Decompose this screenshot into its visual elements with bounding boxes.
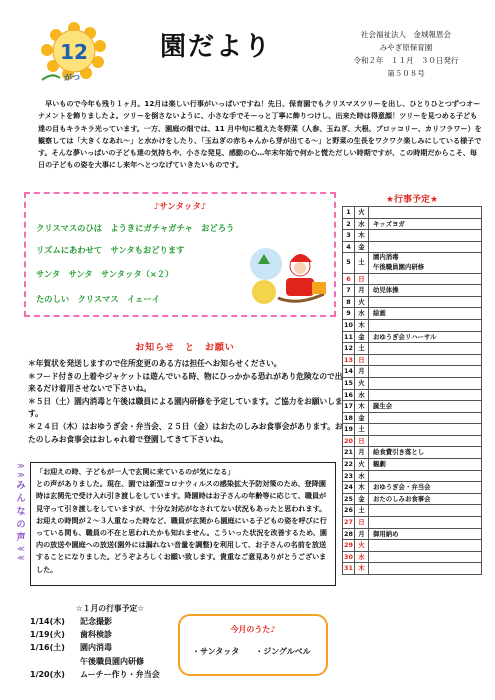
schedule-weekday: 木 xyxy=(355,563,369,575)
song-lyrics-box xyxy=(24,192,336,317)
schedule-weekday: 日 xyxy=(355,517,369,529)
schedule-day: 4 xyxy=(343,241,355,253)
schedule-weekday: 月 xyxy=(355,285,369,297)
schedule-day: 22 xyxy=(343,459,355,471)
schedule-event xyxy=(369,435,482,447)
schedule-row xyxy=(343,459,482,471)
song-of-month-box xyxy=(178,614,328,676)
schedule-event xyxy=(369,505,482,517)
schedule-row xyxy=(343,285,482,297)
schedule-event xyxy=(369,343,482,355)
zigzag-decoration: ≪ xyxy=(17,554,25,562)
schedule-event xyxy=(369,551,482,563)
schedule-event xyxy=(369,241,482,253)
notice-item: ＊５日（土）園内消毒と午後は職員による園内研修を予定しています。ご協力をお願いします。 xyxy=(28,396,343,419)
plan-event: 午後職員園内研修 xyxy=(80,656,144,666)
schedule-event xyxy=(369,230,482,242)
schedule-weekday: 火 xyxy=(355,540,369,552)
schedule-row xyxy=(343,424,482,436)
schedule-event: 誕生会 xyxy=(369,401,482,413)
voice-label-char: の xyxy=(16,520,26,530)
schedule-day: 11 xyxy=(343,331,355,343)
schedule-weekday: 木 xyxy=(355,230,369,242)
schedule-day: 12 xyxy=(343,343,355,355)
schedule-day: 16 xyxy=(343,389,355,401)
schedule-event xyxy=(369,366,482,378)
schedule-day: 19 xyxy=(343,424,355,436)
logo-month-number: 12 xyxy=(60,40,88,64)
voice-heading: 「お迎えの時、子どもが一人で玄関に来ているのが気になる」 xyxy=(36,467,235,476)
schedule-day: 15 xyxy=(343,377,355,389)
voice-vertical-label xyxy=(14,462,28,586)
schedule-row xyxy=(343,505,482,517)
schedule-weekday: 土 xyxy=(355,343,369,355)
schedule-day: 10 xyxy=(343,319,355,331)
schedule-weekday: 金 xyxy=(355,241,369,253)
intro-paragraph: 早いもので今年も残り１ヶ月。12月は楽しい行事がいっぱいですね！先日、保育園でもクリスマスツリーを出し、ひとりひとつずつオーナメントを飾りましたよ。ツリーを倒さないように、小さな手でそーっと丁寧に飾りつけし、出来た時は得意顔！ツリーを見つめる子ども達の目もキラキラ光っています。一方、園庭の畑では、11 月中旬に植えた冬野菜（人参、玉ねぎ、大根、ブロッコリー、カリフラワー）を観察しては「大きくなあれ～」と水かけをしたり、「玉ねぎの赤ちゃんから芽が出てる～」と野菜の生長をワクワク楽しみにしている様子です。そんな夢いっぱいの子ども達の気持ちや、小さな発見、感動の心…年末年始で何かと慌ただしい時期ですが、この時期だからこそ、毎日の子どもの姿を大事にし来年へとつなげていきたいものです。 xyxy=(38,99,482,170)
schedule-event: 観劇 xyxy=(369,459,482,471)
schedule-day: 30 xyxy=(343,551,355,563)
schedule-weekday: 日 xyxy=(355,354,369,366)
schedule-row xyxy=(343,207,482,219)
plan-date: 1/20(水) xyxy=(30,669,65,679)
december-schedule-table xyxy=(342,206,482,575)
schedule-day: 20 xyxy=(343,435,355,447)
schedule-weekday: 金 xyxy=(355,493,369,505)
schedule-row xyxy=(343,412,482,424)
voice-label-char: ん xyxy=(16,494,26,504)
schedule-row xyxy=(343,366,482,378)
schedule-row xyxy=(343,377,482,389)
schedule-event xyxy=(369,470,482,482)
schedule-row xyxy=(343,493,482,505)
schedule-weekday: 金 xyxy=(355,412,369,424)
schedule-row xyxy=(343,331,482,343)
schedule-event: おゆうぎ会リハーサル xyxy=(369,331,482,343)
song-of-month-list: ・サンタッタ ・ジングルベル xyxy=(192,647,311,656)
schedule-event: おたのしみお食事会 xyxy=(369,493,482,505)
org-corp: 社会福祉法人 金城報恩会 xyxy=(361,30,451,39)
schedule-weekday: 水 xyxy=(355,551,369,563)
schedule-day: 8 xyxy=(343,296,355,308)
notice-section xyxy=(24,340,346,458)
schedule-row xyxy=(343,218,482,230)
schedule-weekday: 月 xyxy=(355,366,369,378)
schedule-weekday: 土 xyxy=(355,253,369,273)
schedule-row xyxy=(343,253,482,273)
schedule-weekday: 水 xyxy=(355,470,369,482)
schedule-row xyxy=(343,517,482,529)
january-plan xyxy=(30,603,190,682)
notice-item: ＊フード付きの上着やジャケットは遊んでいる時、物にひっかかる恐れがあり危険なので出来るだけ着用させないで下さいね。 xyxy=(28,371,343,394)
schedule-row xyxy=(343,296,482,308)
notice-title: お知らせ と お願い xyxy=(135,343,235,353)
schedule-event: 絵画 xyxy=(369,308,482,320)
schedule-event xyxy=(369,517,482,529)
voice-label-char: 声 xyxy=(16,533,26,543)
zigzag-decoration: ≪ xyxy=(17,545,25,553)
schedule-row xyxy=(343,540,482,552)
schedule-row xyxy=(343,401,482,413)
publisher-info xyxy=(331,28,481,80)
schedule-day: 26 xyxy=(343,505,355,517)
lyric-line: サンタ サンタ サンタッタ（×２） xyxy=(36,269,174,279)
voice-box xyxy=(30,462,336,586)
song-title: ♪サンタッタ♪ xyxy=(153,202,207,212)
schedule-event: 幼児体操 xyxy=(369,285,482,297)
schedule-weekday: 火 xyxy=(355,296,369,308)
schedule-weekday: 金 xyxy=(355,331,369,343)
schedule-weekday: 月 xyxy=(355,447,369,459)
schedule-weekday: 木 xyxy=(355,482,369,494)
schedule-weekday: 水 xyxy=(355,218,369,230)
schedule-day: 24 xyxy=(343,482,355,494)
schedule-row xyxy=(343,273,482,285)
schedule-weekday: 月 xyxy=(355,528,369,540)
schedule-day: 25 xyxy=(343,493,355,505)
schedule-day: 28 xyxy=(343,528,355,540)
schedule-day: 9 xyxy=(343,308,355,320)
schedule-row xyxy=(343,435,482,447)
schedule-row xyxy=(343,308,482,320)
schedule-event xyxy=(369,354,482,366)
plan-event: ムーチー作り・弁当会 xyxy=(80,669,160,679)
schedule-event: 御用納め xyxy=(369,528,482,540)
schedule-day: 18 xyxy=(343,412,355,424)
plan-date: 1/14(木) xyxy=(30,617,65,626)
plan-date: 1/19(火) xyxy=(30,630,65,640)
schedule-row xyxy=(343,343,482,355)
schedule-event xyxy=(369,207,482,219)
january-plan-row xyxy=(30,616,190,629)
voice-label-char: み xyxy=(16,481,26,491)
plan-event: 歯科検診 xyxy=(80,630,112,640)
schedule-event: 園内消毒 午後職員園内研修 xyxy=(369,253,482,273)
schedule-weekday: 水 xyxy=(355,308,369,320)
schedule-row xyxy=(343,482,482,494)
lyric-line: リズムにあわせて サンタもおどります xyxy=(36,245,185,255)
issue-date: 令和２年 １１月 ３０日発行 xyxy=(353,56,459,65)
schedule-event xyxy=(369,412,482,424)
schedule-event xyxy=(369,377,482,389)
schedule-day: 23 xyxy=(343,470,355,482)
schedule-event xyxy=(369,540,482,552)
org-school: みやぎ原保育園 xyxy=(379,43,433,52)
schedule-weekday: 日 xyxy=(355,273,369,285)
schedule-weekday: 日 xyxy=(355,435,369,447)
schedule-weekday: 土 xyxy=(355,505,369,517)
notice-list xyxy=(28,358,346,446)
plan-event: 記念撮影 xyxy=(80,617,112,626)
schedule-row xyxy=(343,241,482,253)
voice-label-char: な xyxy=(16,507,26,517)
january-plan-title: ☆１月の行事予定☆ xyxy=(75,604,145,613)
schedule-title: ★行事予定★ xyxy=(385,195,439,205)
schedule-day: 2 xyxy=(343,218,355,230)
zigzag-decoration: ≫ xyxy=(17,462,25,470)
schedule-weekday: 水 xyxy=(355,389,369,401)
lyric-line: たのしい クリスマス イェーイ xyxy=(36,294,160,304)
schedule-row xyxy=(343,319,482,331)
schedule-weekday: 火 xyxy=(355,459,369,471)
schedule-event xyxy=(369,296,482,308)
plan-event: 園内消毒 xyxy=(80,643,112,653)
schedule-day: 13 xyxy=(343,354,355,366)
schedule-event: おゆうぎ会・弁当会 xyxy=(369,482,482,494)
december-sunflower-logo xyxy=(38,22,110,84)
schedule-weekday: 土 xyxy=(355,424,369,436)
newsletter-title: 園だより xyxy=(160,32,273,62)
logo-month-unit: がつ xyxy=(64,73,80,82)
schedule-day: 1 xyxy=(343,207,355,219)
santa-illustration xyxy=(248,242,334,308)
schedule-day: 29 xyxy=(343,540,355,552)
schedule-row xyxy=(343,354,482,366)
schedule-row xyxy=(343,528,482,540)
issue-number: 第５０８号 xyxy=(387,69,425,78)
schedule-event xyxy=(369,424,482,436)
schedule-day: 14 xyxy=(343,366,355,378)
schedule-event: 給食費引き落とし xyxy=(369,447,482,459)
schedule-event xyxy=(369,389,482,401)
lyric-line: クリスマスのひは ようきにガチャガチャ おどろう xyxy=(36,223,235,233)
january-plan-row xyxy=(30,629,190,642)
schedule-day: 17 xyxy=(343,401,355,413)
schedule-day: 7 xyxy=(343,285,355,297)
schedule-day: 21 xyxy=(343,447,355,459)
notice-item: ＊年賀状を発送しますので住所変更のある方は担任へお知らせください。 xyxy=(28,359,282,368)
schedule-day: 27 xyxy=(343,517,355,529)
january-plan-row xyxy=(30,656,190,669)
zigzag-decoration: ≫ xyxy=(17,471,25,479)
schedule-day: 6 xyxy=(343,273,355,285)
schedule-weekday: 火 xyxy=(355,377,369,389)
plan-date: 1/16(土) xyxy=(30,643,65,653)
schedule-event xyxy=(369,273,482,285)
schedule-row xyxy=(343,470,482,482)
schedule-event: キッズヨガ xyxy=(369,218,482,230)
schedule-event xyxy=(369,563,482,575)
voice-body: との声がありました。現在、園では新型コロナウィルスの感染拡大予防対策のため、登降園時は玄関先で受け入れ引き渡しをしています。降園時はお子さんの年齢等に応じて、職員が見守って引き渡しをしていますが、十分な対応がなされてない状況もあったと思われます。お迎えの時間が２～３人重なった時など、職員が玄関から園庭にいる子どもの姿を呼びに行っている間も、職員の不在と思われたかも知れません。こういった状況を改善するため、園内の放送や園庭への放送(園外には漏れない音量を調整)を利用して、お子さんの名前を放送することになりました。どうぞよろしくお願い致します。貴重なご意見ありがとうございました。 xyxy=(36,479,327,574)
schedule-row xyxy=(343,447,482,459)
schedule-row xyxy=(343,563,482,575)
schedule-row xyxy=(343,389,482,401)
schedule-weekday: 木 xyxy=(355,401,369,413)
schedule-event xyxy=(369,319,482,331)
schedule-day: 31 xyxy=(343,563,355,575)
schedule-row xyxy=(343,551,482,563)
schedule-weekday: 火 xyxy=(355,207,369,219)
schedule-row xyxy=(343,230,482,242)
january-plan-row xyxy=(30,669,190,682)
song-of-month-title: 今月のうた♪ xyxy=(230,625,276,634)
schedule-day: 3 xyxy=(343,230,355,242)
notice-item: ＊２４日（木）はおゆうぎ会・弁当会、２５日（金）はおたのしみお食事会があります。おたのしみお食事会はおしゃれ着で登園してきて下さいね。 xyxy=(28,421,343,444)
january-plan-row xyxy=(30,642,190,655)
schedule-weekday: 木 xyxy=(355,319,369,331)
schedule-day: 5 xyxy=(343,253,355,273)
